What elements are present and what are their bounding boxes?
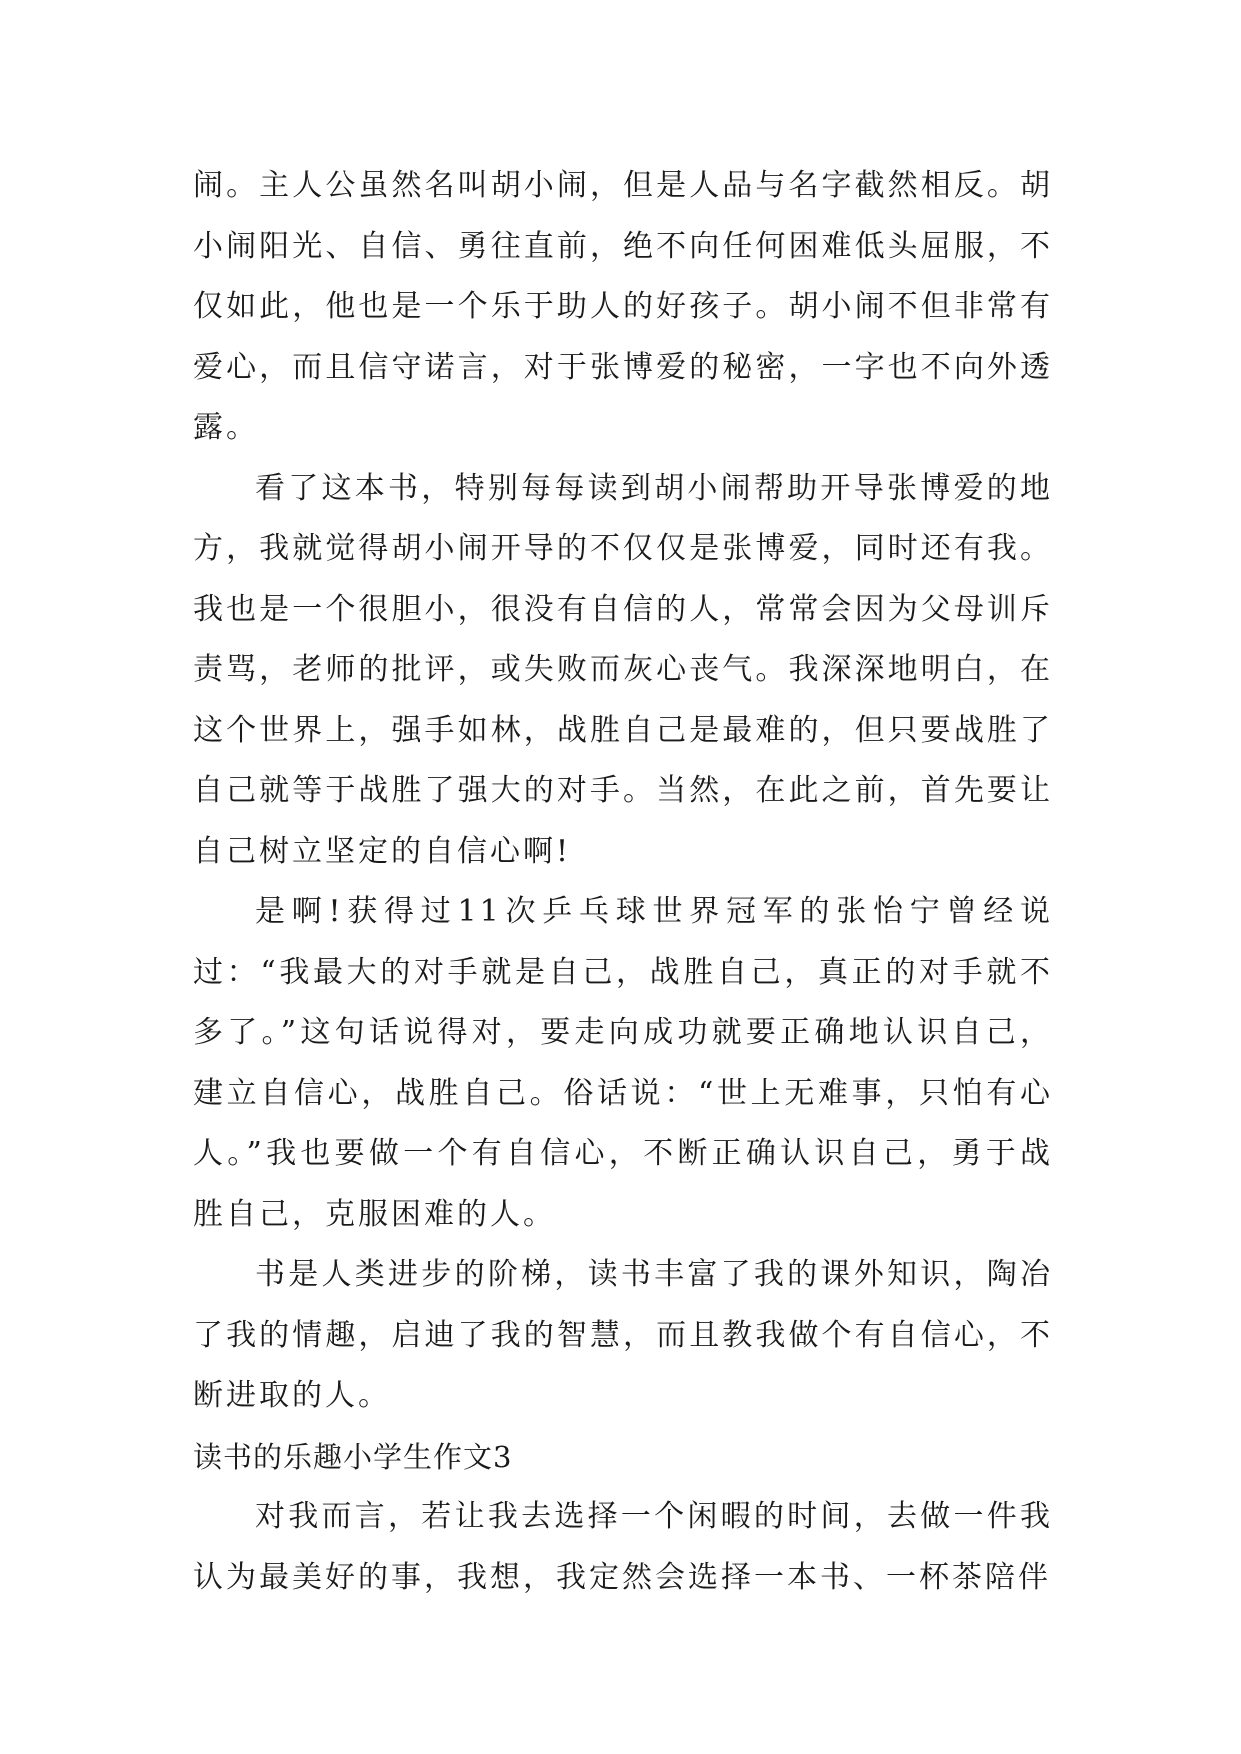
essay-body [193,156,1053,1608]
paragraph: 是啊!获得过11次乒乓球世界冠军的张怡宁曾经说过：“我最大的对手就是自己，战胜自己，真正的对手就不多了。”这句话说得对，要走向成功就要正确地认识自己，建立自信心，战胜自己。俗话说：“世上无难事，只怕有心人。”我也要做一个有自信心，不断正确认识自己，勇于战胜自己，克服困难的人。 [193,894,1053,1232]
paragraph: 对我而言，若让我去选择一个闲暇的时间，去做一件我认为最美好的事，我想，我定然会选择一本书、一杯茶陪伴 [193,1499,1053,1595]
paragraph-continuation: 闹。主人公虽然名叫胡小闹，但是人品与名字截然相反。胡小闹阳光、自信、勇往直前，绝不向任何困难低头屈服，不仅如此，他也是一个乐于助人的好孩子。胡小闹不但非常有爱心，而且信守诺言，对于张博爱的秘密，一字也不向外透露。 [193,168,1053,445]
section-heading: 读书的乐趣小学生作文3 [193,1439,513,1474]
paragraph: 书是人类进步的阶梯，读书丰富了我的课外知识，陶冶了我的情趣，启迪了我的智慧，而且教我做个有自信心，不断进取的人。 [193,1257,1053,1413]
paragraph: 看了这本书，特别每每读到胡小闹帮助开导张博爱的地方，我就觉得胡小闹开导的不仅仅是张博爱，同时还有我。我也是一个很胆小，很没有自信的人，常常会因为父母训斥责骂，老师的批评，或失败而灰心丧气。我深深地明白，在这个世界上，强手如林，战胜自己是最难的，但只要战胜了自己就等于战胜了强大的对手。当然，在此之前，首先要让自己树立坚定的自信心啊! [193,470,1053,869]
